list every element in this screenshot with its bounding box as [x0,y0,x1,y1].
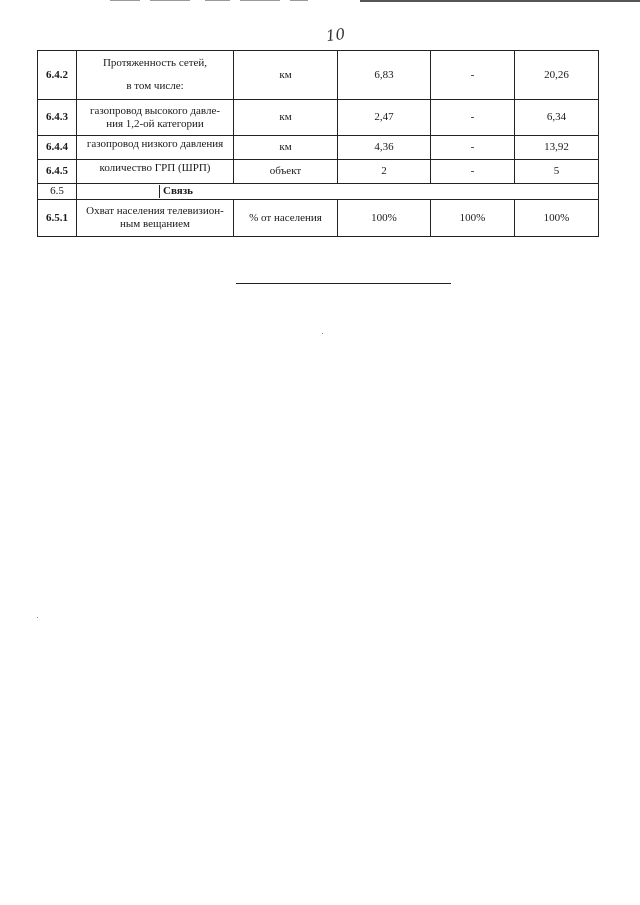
table-row [38,51,599,100]
row-value-2: - [431,136,515,160]
scan-speck [322,333,323,334]
row-name [77,51,234,100]
row-value-1: 2 [338,160,431,184]
row-unit: км [234,51,338,100]
row-number: 6.4.3 [38,100,77,136]
row-value-1: 2,47 [338,100,431,136]
row-name-line: в том числе: [126,80,184,92]
row-value-3: 100% [515,200,599,237]
row-name-line: газопровод высокого давле- [89,104,220,117]
row-number: 6.4.4 [38,136,77,160]
signature-line [236,283,451,284]
row-name [77,136,234,160]
section-row [38,184,599,200]
row-value-1: 6,83 [338,51,431,100]
row-unit: объект [234,160,338,184]
row-value-3: 20,26 [515,51,599,100]
row-unit: км [234,100,338,136]
row-value-2: - [431,51,515,100]
row-value-1: 100% [338,200,431,237]
section-title: Связь [159,185,193,198]
row-name [77,160,234,184]
row-name-line: количество ГРП (ШРП) [99,162,211,174]
row-number: 6.4.5 [38,160,77,184]
row-unit: км [234,136,338,160]
scan-speck [37,617,38,618]
table-row [38,136,599,160]
row-value-2: 100% [431,200,515,237]
row-value-2: - [431,160,515,184]
table-row [38,200,599,237]
row-value-1: 4,36 [338,136,431,160]
row-unit: % от населения [234,200,338,237]
row-value-3: 13,92 [515,136,599,160]
row-number: 6.4.2 [38,51,77,100]
row-name-line: газопровод низкого давления [86,138,224,150]
table-row [38,100,599,136]
section-number: 6.5 [38,184,77,200]
row-name [77,200,234,237]
row-value-2: - [431,100,515,136]
data-table [37,50,599,237]
row-name [77,100,234,136]
row-value-3: 6,34 [515,100,599,136]
section-title-cell [77,184,599,200]
row-number: 6.5.1 [38,200,77,237]
row-name-line: Протяженность сетей, [102,57,208,69]
row-name-line: Охват населения телевизион- [86,205,224,217]
row-name-line: ния 1,2-ой категории [106,117,204,130]
row-name-line: ным вещанием [120,218,190,230]
page-number: 10 [324,24,347,46]
row-value-3: 5 [515,160,599,184]
table-row [38,160,599,184]
top-scan-edge [0,0,640,2]
